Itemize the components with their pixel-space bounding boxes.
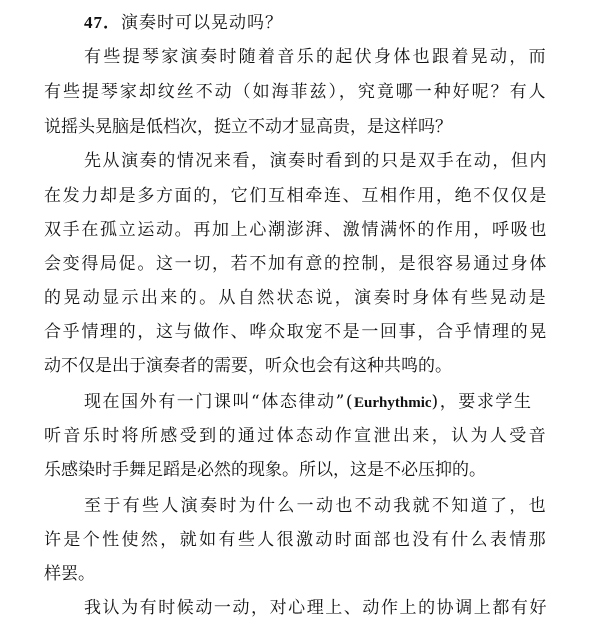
question-title [84,10,283,36]
paragraph-3-text-before: 现在国外有一门课叫“体态律动”( [84,392,355,412]
question-text: 演奏时可以晃动吗？ [121,13,283,33]
paragraph-4-line-1: 至于有些人演奏时为什么一动也不动我就不知道了，也 [84,496,548,516]
paragraph-2-line-5: 的晃动显示出来的。从自然状态说，演奏时身体有些晃动是 [44,288,548,308]
eurhythmic-term: Eurhythmic [354,395,432,411]
paragraph-1-line-1: 有些提琴家演奏时随着音乐的起伏身体也跟着晃动，而 [84,47,548,67]
paragraph-3-line-1 [84,389,533,415]
paragraph-5-line-1: 我认为有时候动一动，对心理上、动作上的协调上都有好 [84,598,548,618]
paragraph-4-line-3: 样罢。 [44,564,95,584]
paragraph-1-line-3: 说摇头晃脑是低档次，挺立不动才显高贵，是这样吗？ [44,117,452,137]
paragraph-2-line-3: 双手在孤立运动。再加上心潮澎湃、激情满怀的作用，呼吸也 [44,220,548,240]
paragraph-3-text-after: )，要求学生 [431,392,533,412]
paragraph-3-line-3: 乐感染时手舞足蹈是必然的现象。所以，这是不必压抑的。 [44,460,486,480]
paragraph-4-line-2: 许是个性使然，就如有些人很激动时面部也没有什么表情那 [44,530,548,550]
question-number: 47． [84,13,121,32]
paragraph-1-line-2: 有些提琴家却纹丝不动（如海菲兹），究竟哪一种好呢？有人 [44,82,548,102]
paragraph-3-line-2: 听音乐时将所感受到的通过体态动作宣泄出来，认为人受音 [44,426,548,446]
paragraph-2-line-2: 在发力却是多方面的，它们互相牵连、互相作用，绝不仅仅是 [44,186,548,206]
paragraph-2-line-1: 先从演奏的情况来看，演奏时看到的只是双手在动，但内 [84,151,548,171]
paragraph-2-line-4: 会变得局促。这一切，若不加有意的控制，是很容易通过身体 [44,254,548,274]
paragraph-2-line-6: 合乎情理的，这与做作、哗众取宠不是一回事，合乎情理的晃 [44,322,548,342]
paragraph-2-line-7: 动不仅是出于演奏者的需要，听众也会有这种共鸣的。 [44,356,452,376]
